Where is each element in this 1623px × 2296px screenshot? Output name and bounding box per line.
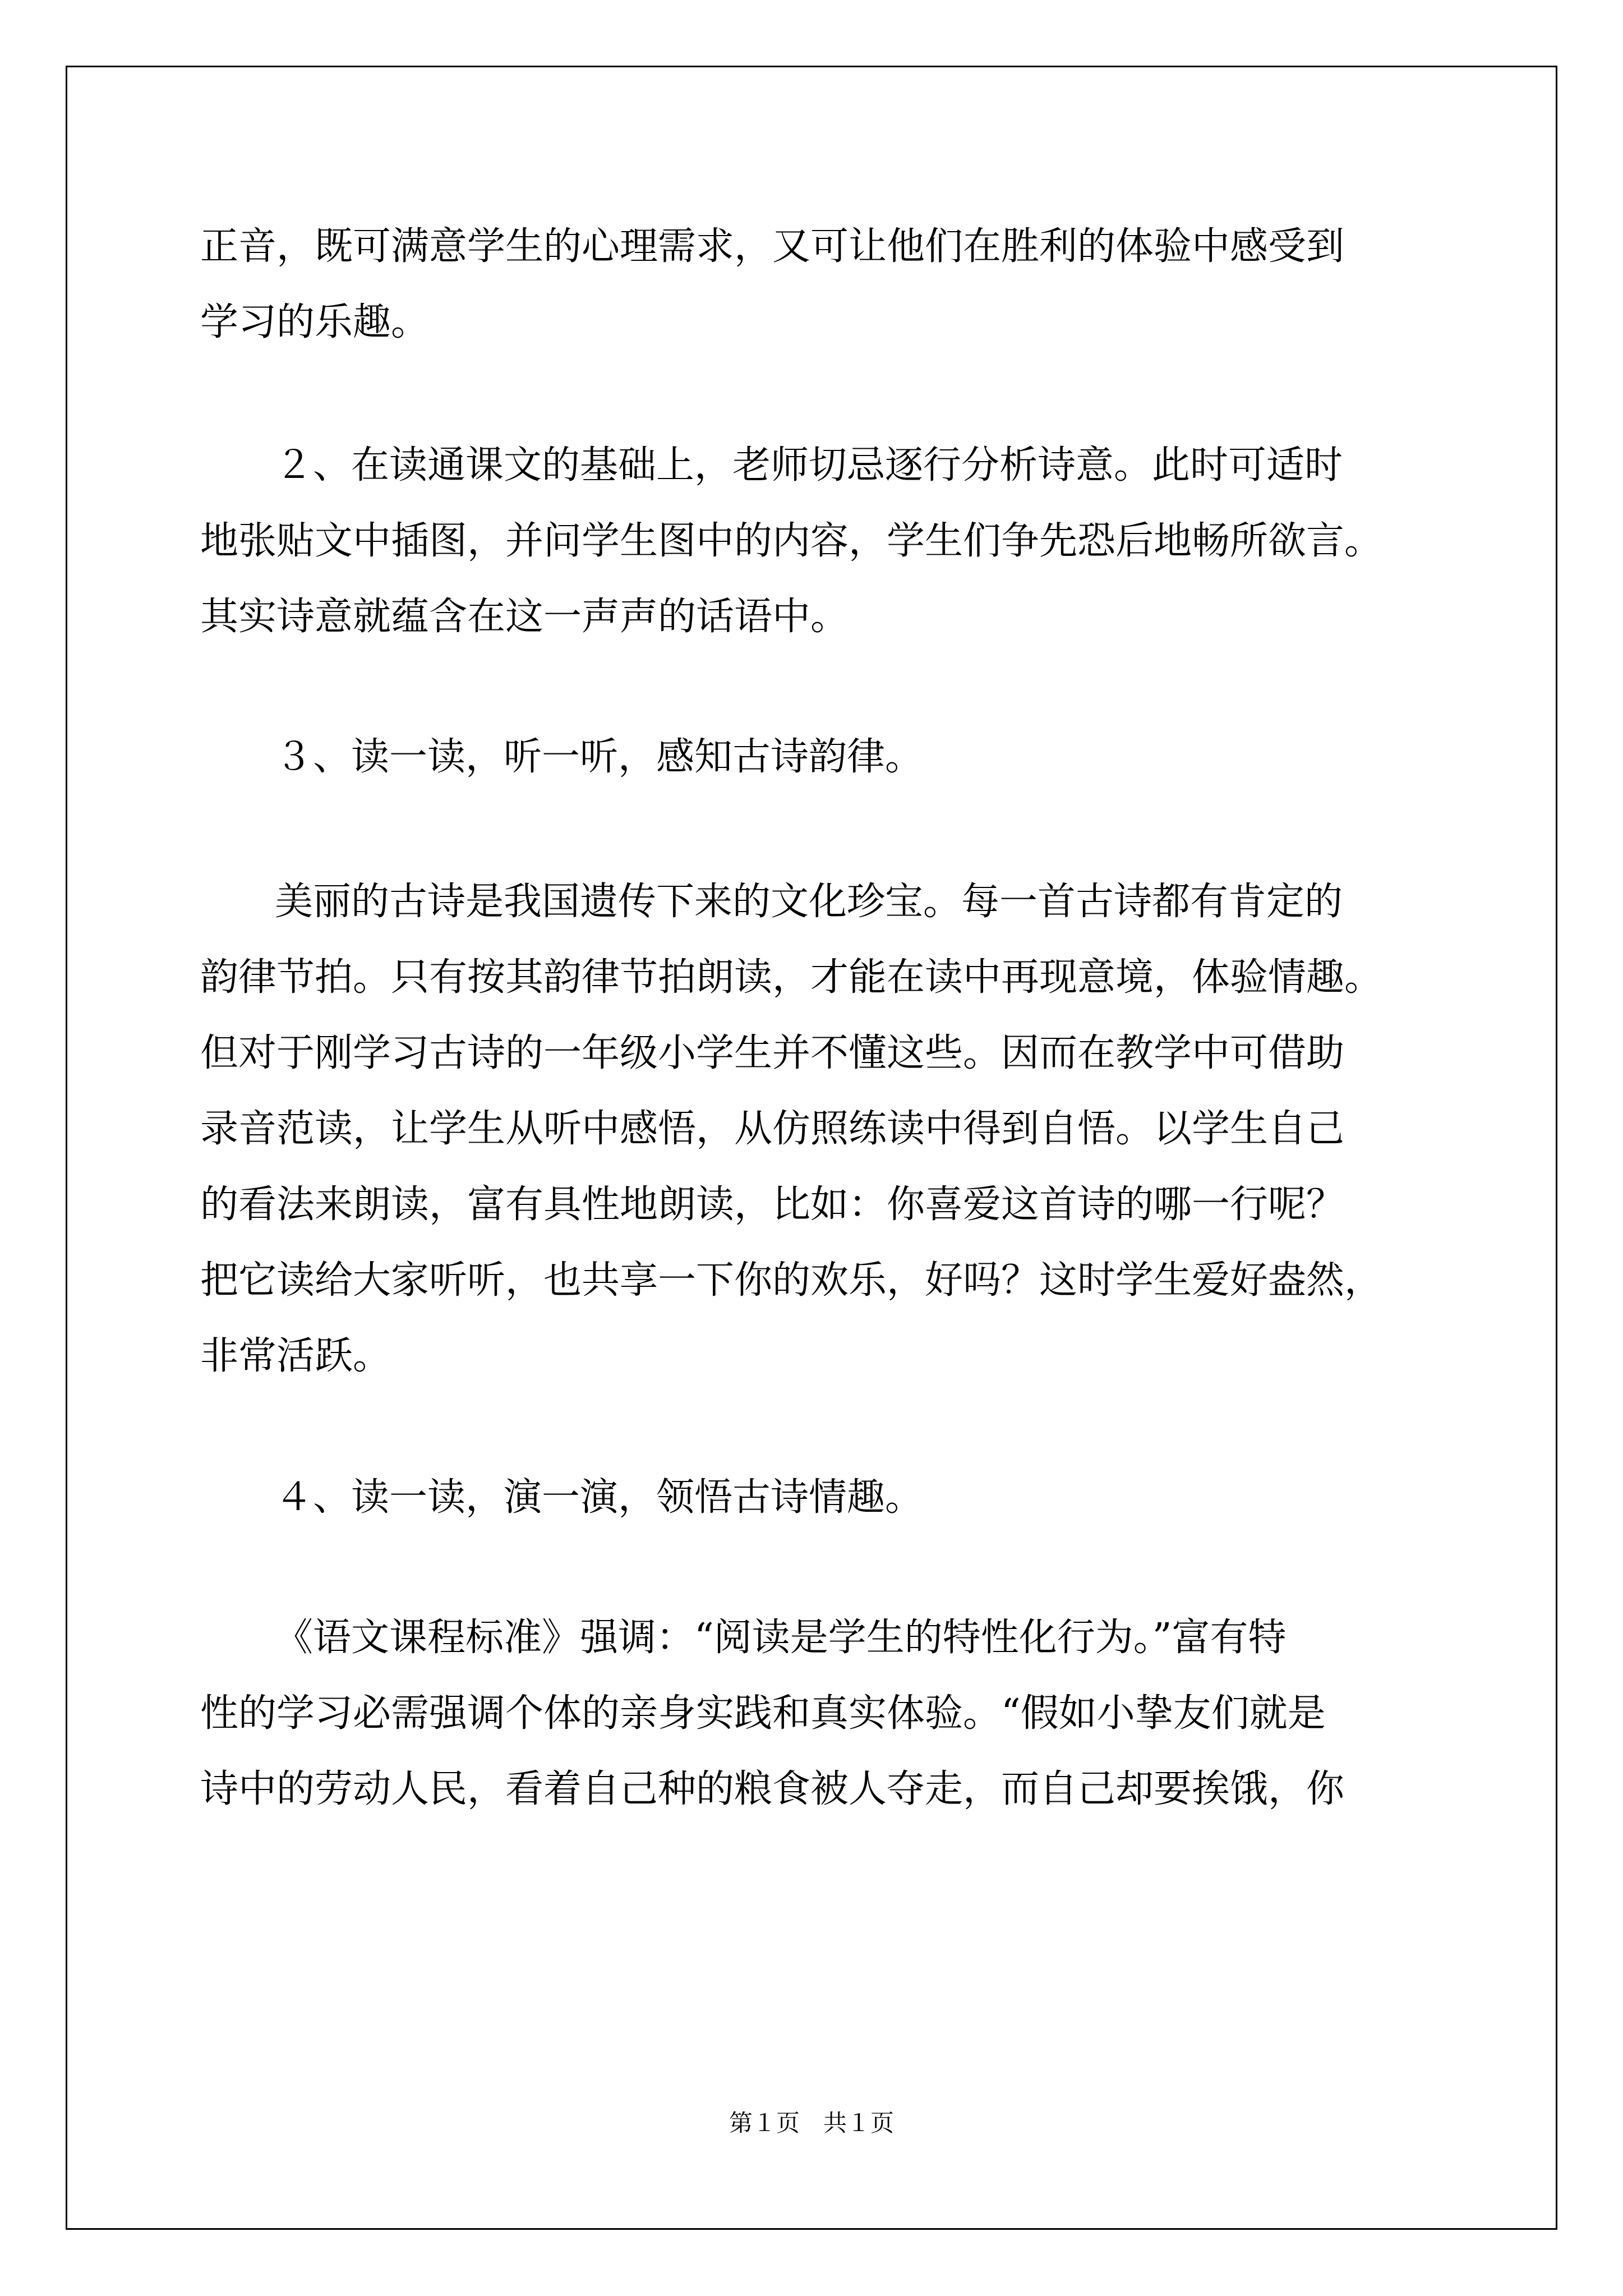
- text-line: 正音，既可满意学生的心理需求，又可让他们在胜利的体验中感受到: [200, 224, 1345, 269]
- text-line: 非常活跃。: [200, 1334, 391, 1378]
- text-line: 性的学习必需强调个体的亲身实践和真实体验。“假如小挚友们就是: [200, 1691, 1326, 1736]
- text-line: 把它读给大家听听，也共享一下你的欢乐，好吗？这时学生爱好盎然，: [200, 1258, 1383, 1303]
- text-line: 的看法来朗读，富有具性地朗读，比如：你喜爱这首诗的哪一行呢？: [200, 1182, 1345, 1227]
- text-line: 韵律节拍。只有按其韵律节拍朗读，才能在读中再现意境，体验情趣。: [200, 955, 1383, 1000]
- page-footer: 第１页 共１页: [728, 2109, 894, 2137]
- text-line: 学习的乐趣。: [200, 300, 430, 344]
- text-line: 《语文课程标准》强调：“阅读是学生的特性化行为。”富有特: [275, 1616, 1287, 1660]
- text-line: ２、在读通课文的基础上，老师切忌逐行分析诗意。此时可适时: [275, 443, 1343, 487]
- text-line: 地张贴文中插图，并问学生图中的内容，学生们争先恐后地畅所欲言。: [200, 519, 1383, 563]
- text-line: 其实诗意就蕴含在这一声声的话语中。: [200, 595, 849, 639]
- text-line: 录音范读，让学生从听中感悟，从仿照练读中得到自悟。以学生自己: [200, 1107, 1345, 1151]
- text-line: ３、读一读，听一听，感知古诗韵律。: [275, 735, 924, 779]
- text-line: 诗中的劳动人民，看着自己种的粮食被人夺走，而自己却要挨饿，你: [200, 1767, 1345, 1811]
- text-line: ４、读一读，演一演，领悟古诗情趣。: [275, 1475, 924, 1520]
- text-line: 但对于刚学习古诗的一年级小学生并不懂这些。因而在教学中可借助: [200, 1031, 1345, 1075]
- text-line: 美丽的古诗是我国遗传下来的文化珍宝。每一首古诗都有肯定的: [275, 880, 1343, 924]
